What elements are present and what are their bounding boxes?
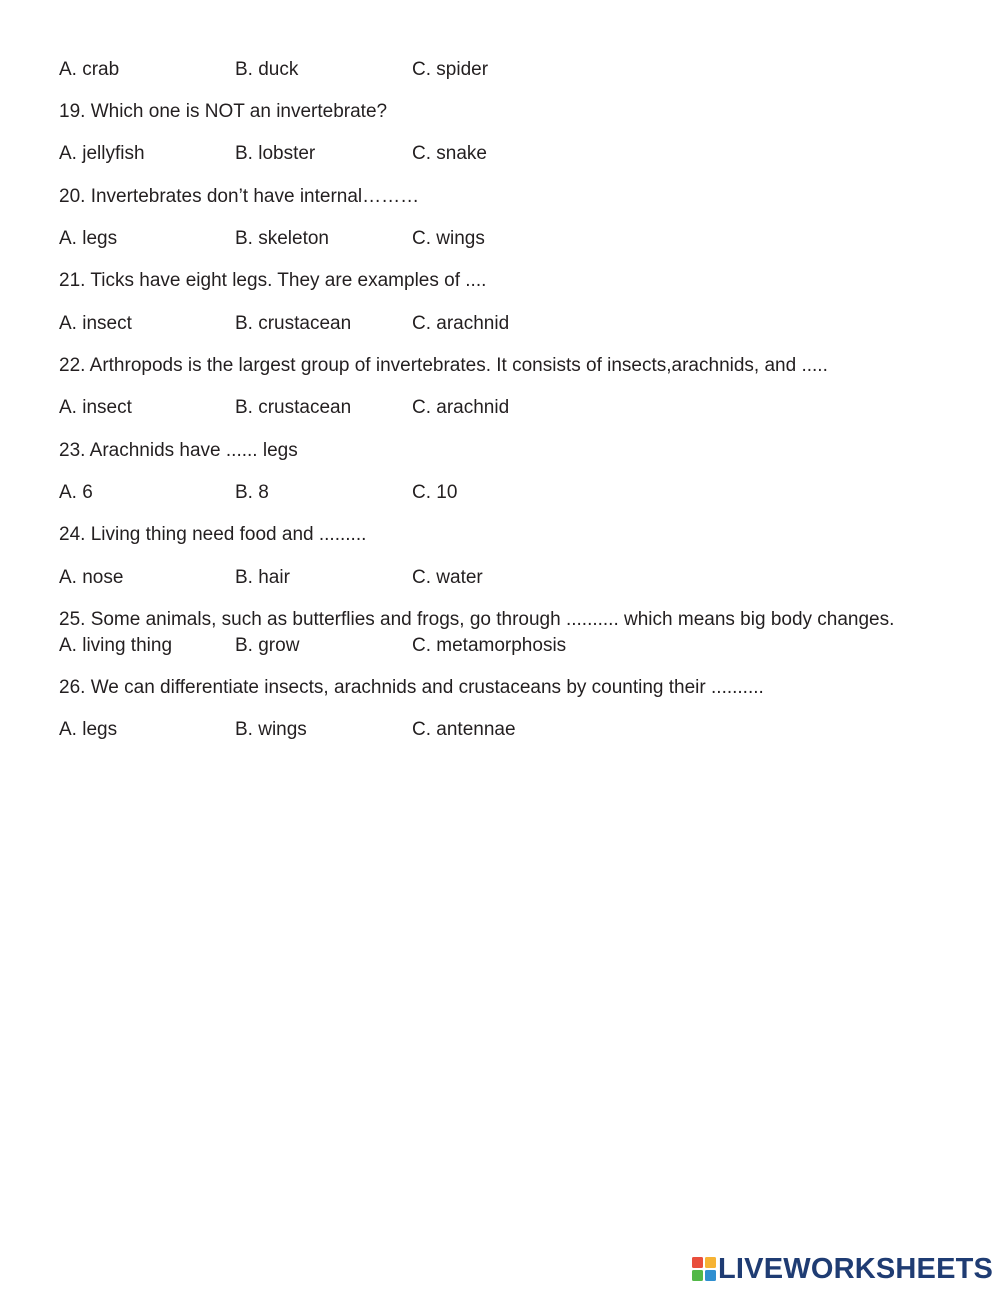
option-b[interactable]: B. hair xyxy=(235,567,290,588)
liveworksheets-wordmark: LIVEWORKSHEETS xyxy=(718,1253,994,1285)
question-23: 23. Arachnids have ...... legs xyxy=(59,440,298,461)
option-a[interactable]: A. insect xyxy=(59,397,132,418)
liveworksheets-logo xyxy=(692,1254,992,1286)
option-a[interactable]: A. insect xyxy=(59,313,132,334)
option-c[interactable]: C. water xyxy=(412,567,483,588)
option-b[interactable]: B. wings xyxy=(235,719,307,740)
option-a[interactable]: A. 6 xyxy=(59,482,93,503)
option-c[interactable]: C. wings xyxy=(412,228,485,249)
option-a[interactable]: A. nose xyxy=(59,567,124,588)
question-22: 22. Arthropods is the largest group of invertebrates. It consists of insects,arachnids, and ..... xyxy=(59,355,828,376)
question-25: 25. Some animals, such as butterflies and frogs, go through .......... which means big body changes. xyxy=(59,609,895,630)
option-a[interactable]: A. jellyfish xyxy=(59,143,145,164)
question-19: 19. Which one is NOT an invertebrate? xyxy=(59,101,388,122)
option-c[interactable]: C. antennae xyxy=(412,719,516,740)
option-a[interactable]: A. crab xyxy=(59,59,120,80)
option-b[interactable]: B. lobster xyxy=(235,143,316,164)
question-20: 20. Invertebrates don’t have internal……… xyxy=(59,186,420,207)
option-a[interactable]: A. living thing xyxy=(59,635,173,656)
liveworksheets-logo-icon xyxy=(692,1257,716,1281)
question-24: 24. Living thing need food and ......... xyxy=(59,524,367,545)
option-c[interactable]: C. arachnid xyxy=(412,313,510,334)
option-b[interactable]: B. grow xyxy=(235,635,300,656)
option-a[interactable]: A. legs xyxy=(59,228,118,249)
question-21: 21. Ticks have eight legs. They are examples of .... xyxy=(59,270,487,291)
option-c[interactable]: C. 10 xyxy=(412,482,458,503)
option-a[interactable]: A. legs xyxy=(59,719,118,740)
option-b[interactable]: B. crustacean xyxy=(235,313,352,334)
option-c[interactable]: C. spider xyxy=(412,59,489,80)
option-c[interactable]: C. metamorphosis xyxy=(412,635,567,656)
option-b[interactable]: B. crustacean xyxy=(235,397,352,418)
option-c[interactable]: C. snake xyxy=(412,143,487,164)
option-b[interactable]: B. duck xyxy=(235,59,299,80)
option-b[interactable]: B. skeleton xyxy=(235,228,329,249)
option-b[interactable]: B. 8 xyxy=(235,482,269,503)
question-26: 26. We can differentiate insects, arachnids and crustaceans by counting their .......... xyxy=(59,677,764,698)
option-c[interactable]: C. arachnid xyxy=(412,397,510,418)
